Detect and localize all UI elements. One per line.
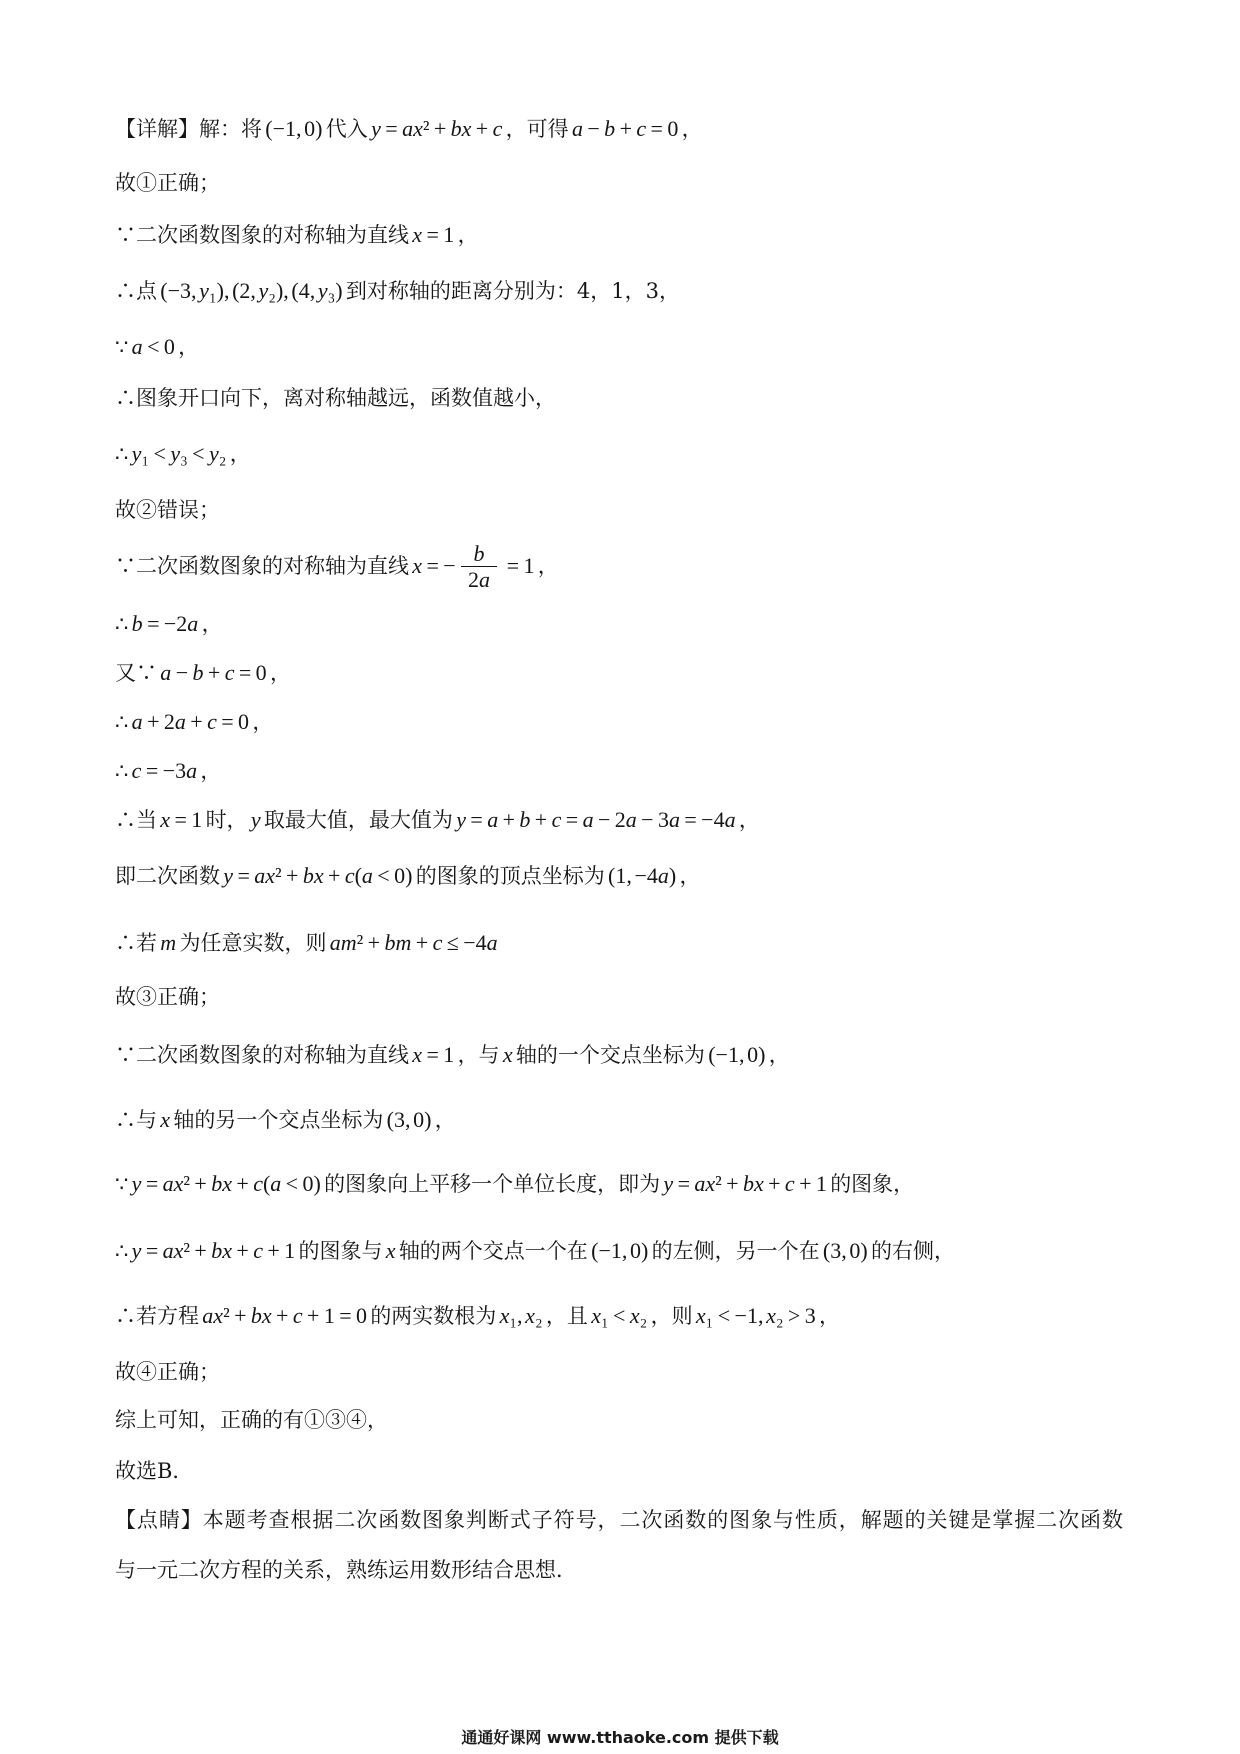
line-text: ， xyxy=(768,1043,790,1067)
line-text: ，则 xyxy=(650,1304,693,1328)
line-text: 的图象的顶点坐标为 xyxy=(415,864,605,888)
math-expression: y xyxy=(250,807,261,832)
line-text: ， xyxy=(201,612,223,636)
math-expression: = 1 xyxy=(506,553,535,578)
solution-line xyxy=(115,806,760,834)
math-expression: (1, −4a) xyxy=(608,863,677,888)
math-expression: x xyxy=(502,1042,513,1067)
line-text: ， xyxy=(434,1108,456,1132)
math-expression: y = ax² + bx + c(a < 0) xyxy=(223,863,413,888)
line-text: 故②错误； xyxy=(115,498,220,522)
fraction xyxy=(461,542,497,593)
line-text: ， xyxy=(269,661,291,685)
solution-line xyxy=(115,440,251,468)
line-text: 综上可知，正确的有①③④， xyxy=(115,1408,388,1432)
line-text: 又∵ xyxy=(115,661,157,685)
line-text: 的图象， xyxy=(830,1172,915,1196)
math-expression: y = ax² + bx + c + 1 xyxy=(663,1171,827,1196)
line-text: ∴ xyxy=(115,442,129,466)
line-text: ， xyxy=(229,442,251,466)
solution-line xyxy=(115,384,556,412)
line-text: ， xyxy=(681,117,703,141)
math-expression: b = −2a xyxy=(131,611,199,636)
solution-line xyxy=(115,1106,456,1134)
solution-line xyxy=(115,277,680,305)
key-point-line xyxy=(115,1556,577,1584)
math-expression: x₁, x₂ xyxy=(499,1303,543,1328)
math-expression: (3, 0) xyxy=(386,1107,432,1132)
line-text: ∵二次函数图象的对称轴为直线 xyxy=(115,1043,409,1067)
line-text: 为任意实数，则 xyxy=(179,931,327,955)
line-text: 【详解】解：将 xyxy=(115,117,262,141)
line-text: 的左侧，另一个在 xyxy=(651,1239,820,1263)
math-expression: ax² + bx + c + 1 = 0 xyxy=(202,1303,368,1328)
line-text: ， xyxy=(200,759,222,783)
verdict-line xyxy=(115,1358,220,1386)
math-expression: x₁ < x₂ xyxy=(591,1303,648,1328)
math-expression: x = − xyxy=(412,553,456,578)
line-text: 与一元二次方程的关系，熟练运用数形结合思想． xyxy=(115,1558,577,1582)
line-text: 代入 xyxy=(325,117,368,141)
math-expression: y = a + b + c = a − 2a − 3a = −4a xyxy=(456,807,736,832)
verdict-line xyxy=(115,496,220,524)
math-expression: y = ax² + bx + c xyxy=(371,116,503,141)
math-expression: x = 1 xyxy=(160,807,203,832)
line-text: 轴的另一个交点坐标为 xyxy=(173,1108,384,1132)
line-text: 轴的一个交点坐标为 xyxy=(515,1043,705,1067)
math-expression: x xyxy=(160,1107,171,1132)
line-text: ， xyxy=(738,808,760,832)
line-text: ，与 xyxy=(457,1043,500,1067)
solution-line xyxy=(115,1237,955,1265)
line-text: 故④正确； xyxy=(115,1360,220,1384)
solution-line xyxy=(115,708,273,736)
math-expression: a − b + c = 0 xyxy=(160,660,267,685)
fraction-denominator: 2a xyxy=(467,567,490,592)
summary-line xyxy=(115,1406,388,1434)
solution-line xyxy=(115,115,703,143)
math-expression: x = 1 xyxy=(412,222,455,247)
math-expression: y = ax² + bx + c(a < 0) xyxy=(131,1171,321,1196)
solution-line xyxy=(115,541,559,592)
solution-line xyxy=(115,929,501,957)
math-expression: (3, 0) xyxy=(822,1238,868,1263)
math-expression: x = 1 xyxy=(412,1042,455,1067)
line-text: ∵二次函数图象的对称轴为直线 xyxy=(115,554,409,578)
line-text: ∵ xyxy=(115,1172,129,1196)
line-text: ∴当 xyxy=(115,808,157,832)
solution-line xyxy=(115,1170,914,1198)
answer-line xyxy=(115,1457,193,1485)
line-text: 的图象向上平移一个单位长度，即为 xyxy=(324,1172,661,1196)
line-text: 的右侧， xyxy=(870,1239,955,1263)
solution-line xyxy=(115,221,479,249)
verdict-line xyxy=(115,983,220,1011)
line-text: ， xyxy=(252,710,274,734)
solution-line xyxy=(115,1041,790,1069)
line-text: ∴若方程 xyxy=(115,1304,199,1328)
line-text: ∴ xyxy=(115,759,129,783)
math-expression: (−1, 0) xyxy=(591,1238,649,1263)
math-expression: a < 0 xyxy=(131,334,175,359)
line-text: 的两实数根为 xyxy=(370,1304,497,1328)
math-expression: y₁ < y₃ < y₂ xyxy=(131,441,227,466)
line-text: 到对称轴的距离分别为：4，1，3， xyxy=(345,279,681,303)
math-expression: x₁ < −1, x₂ > 3 xyxy=(695,1303,816,1328)
line-text: ∴与 xyxy=(115,1108,157,1132)
line-text: ，可得 xyxy=(505,117,569,141)
key-point-line xyxy=(115,1506,1123,1534)
solution-line xyxy=(115,862,701,890)
line-text: 轴的两个交点一个在 xyxy=(398,1239,588,1263)
line-text: ∴ xyxy=(115,710,129,734)
math-expression: (−1, 0) xyxy=(708,1042,766,1067)
solution-line xyxy=(115,1302,840,1330)
line-text: ， xyxy=(178,335,200,359)
math-expression: a − b + c = 0 xyxy=(571,116,679,141)
line-text: ∵ xyxy=(115,335,129,359)
line-text: ∴ xyxy=(115,1239,129,1263)
math-expression: (−3, y₁), (2, y₂), (4, y₃) xyxy=(160,278,343,303)
math-expression: a + 2a + c = 0 xyxy=(131,709,250,734)
line-text: 故选B． xyxy=(115,1459,194,1483)
line-text: ， xyxy=(819,1304,840,1328)
line-text: 故①正确； xyxy=(115,171,220,195)
footer-source: 通通好课网 www.tthaoke.com 提供下载 xyxy=(461,1728,779,1747)
math-expression: am² + bm + c ≤ −4a xyxy=(329,930,498,955)
math-expression: y = ax² + bx + c + 1 xyxy=(131,1238,296,1263)
line-text: ∵二次函数图象的对称轴为直线 xyxy=(115,223,409,247)
line-text: 的图象与 xyxy=(298,1239,383,1263)
solution-line xyxy=(115,610,223,638)
solution-line xyxy=(115,757,221,785)
line-text: 【点睛】本题考查根据二次函数图象判断式子符号，二次函数的图象与性质，解题的关键是掌握二次函数 xyxy=(115,1508,1123,1532)
line-text: 即二次函数 xyxy=(115,864,220,888)
line-text: ， xyxy=(679,864,701,888)
line-text: ∴点 xyxy=(115,279,157,303)
verdict-line xyxy=(115,169,220,197)
math-expression: m xyxy=(160,930,177,955)
line-text: ∴图象开口向下，离对称轴越远，函数值越小， xyxy=(115,386,556,410)
line-text: ∴若 xyxy=(115,931,157,955)
line-text: ，且 xyxy=(545,1304,588,1328)
math-expression: (−1, 0) xyxy=(265,116,323,141)
line-text: 取最大值，最大值为 xyxy=(263,808,453,832)
solution-line xyxy=(115,659,291,687)
line-text: ∴ xyxy=(115,612,129,636)
solution-line xyxy=(115,333,199,361)
math-expression: c = −3a xyxy=(131,758,198,783)
line-text: 故③正确； xyxy=(115,985,220,1009)
math-expression: x xyxy=(385,1238,396,1263)
line-text: ， xyxy=(457,223,479,247)
fraction-numerator: b xyxy=(461,542,497,567)
line-text: 时， xyxy=(205,808,248,832)
line-text: ， xyxy=(537,554,559,578)
